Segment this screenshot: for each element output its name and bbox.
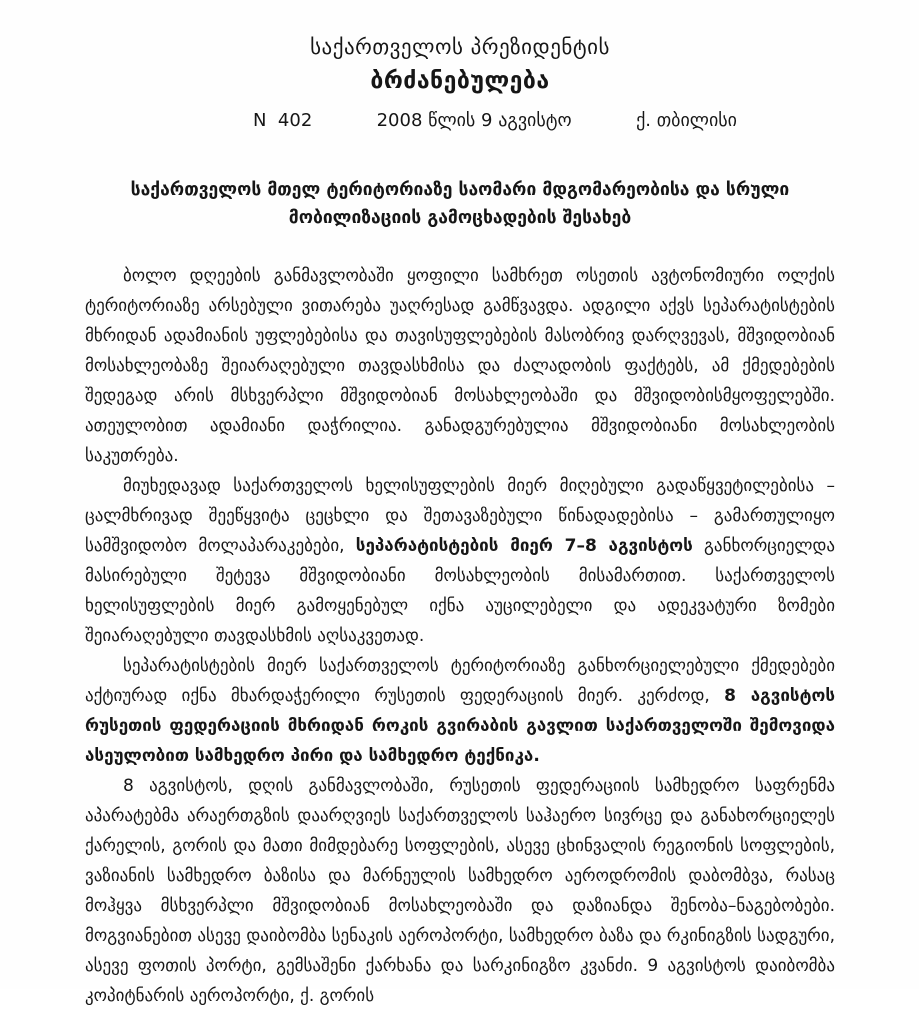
text-run: განხორციელდა მასირებული შეტევა მშვიდობიანი მოსახლეობის მისამართით. საქართველოს ხელისუფლების მიერ გამოყენებულ იქნა აუცილებელი და ადეკვატური ზომები შეიარაღებული თავდასხმის აღსაკვეთად.	[85, 536, 835, 646]
document-meta-row	[253, 109, 737, 132]
document-date: 2008 წლის 9 აგვისტო	[376, 110, 572, 131]
document-title: საქართველოს მთელ ტერიტორიაზე საომარი მდგომარეობისა და სრული მობილიზაციის გამოცხადების შესახებ	[130, 180, 790, 228]
document-number: N 402	[253, 110, 313, 131]
text-run: ბოლო დღეების განმავლობაში ყოფილი სამხრეთ ოსეთის ავტონომიური ოლქის ტერიტორიაზე არსებული ვითარება უაღრესად გამწვავდა. ადგილი აქვს სეპარატისტების მხრიდან ადამიანის უფლებებისა და თავისუფლებების მასობრივ დარღვევას, მშვიდობიან მოსახლეობაზე შეიარაღებული თავდასხმისა და ძალადობის ფაქტებს, ამ ქმედებების შედეგად არის მსხვერპლი მშვიდობიან მოსახლეობაში და მშვიდობისმყოფელებში. ათეულობით ადამიანი დაჭრილია. განადგურებულია მშვიდობიანი მოსახლეობის საკუთრება.	[85, 266, 835, 466]
paragraph	[85, 651, 835, 771]
paragraph	[85, 261, 835, 471]
paragraph	[85, 471, 835, 651]
document-type-heading: ბრძანებულება	[370, 68, 550, 94]
issuer-title: საქართველოს პრეზიდენტის	[310, 35, 610, 59]
text-run: მიუხედავად საქართველოს ხელისუფლების მიერ მიღებული გადაწყვეტილებისა – ცალმხრივად შეეწყვიტა ცეცხლი და შეთავაზებული წინადადებისა – გამართულიყო სამშვიდობო მოლაპარაკებები,	[85, 476, 835, 556]
paragraph	[85, 771, 835, 1011]
document-place: ქ. თბილისი	[636, 110, 737, 131]
text-run-bold: სეპარატისტების მიერ 7–8 აგვისტოს	[355, 536, 693, 556]
text-run: 8 აგვისტოს, დღის განმავლობაში, რუსეთის ფედერაციის სამხედრო საფრენმა აპარატებმა არაერთგზის დაარღვიეს საქართველოს საჰაერო სივრცე და განახორციელეს ქარელის, გორის და მათი მიმდებარე სოფლების, ასევე ცხინვალის რეგიონის სოფლების, ვაზიანის სამხედრო ბაზისა და მარნეულის სამხედრო აეროდრომის დაბომბვა, რასაც მოჰყვა მსხვერპლი მშვიდობიან მოსახლეობაში და დაზიანდა შენობა–ნაგებობები. მოგვიანებით ასევე დაიბომბა სენაკის აეროპორტი, სამხედრო ბაზა და რკინიგზის სადგური, ასევე ფოთის პორტი, გემსაშენი ქარხანა და სარკინიგზო კვანძი. 9 აგვისტოს დაიბომბა კოპიტნარის აეროპორტი, ქ. გორის	[85, 776, 835, 1006]
document-body	[85, 261, 835, 1011]
text-run-bold: 8 აგვისტოს რუსეთის ფედერაციის მხრიდან როკის გვირაბის გავლით საქართველოში შემოვიდა ასეულობით სამხედრო პირი და სამხედრო ტექნიკა.	[85, 686, 835, 766]
text-run: სეპარატისტების მიერ საქართველოს ტერიტორიაზე განხორციელებული ქმედებები აქტიურად იქნა მხარდაჭერილი რუსეთის ფედერაციის მიერ. კერძოდ,	[85, 656, 835, 706]
